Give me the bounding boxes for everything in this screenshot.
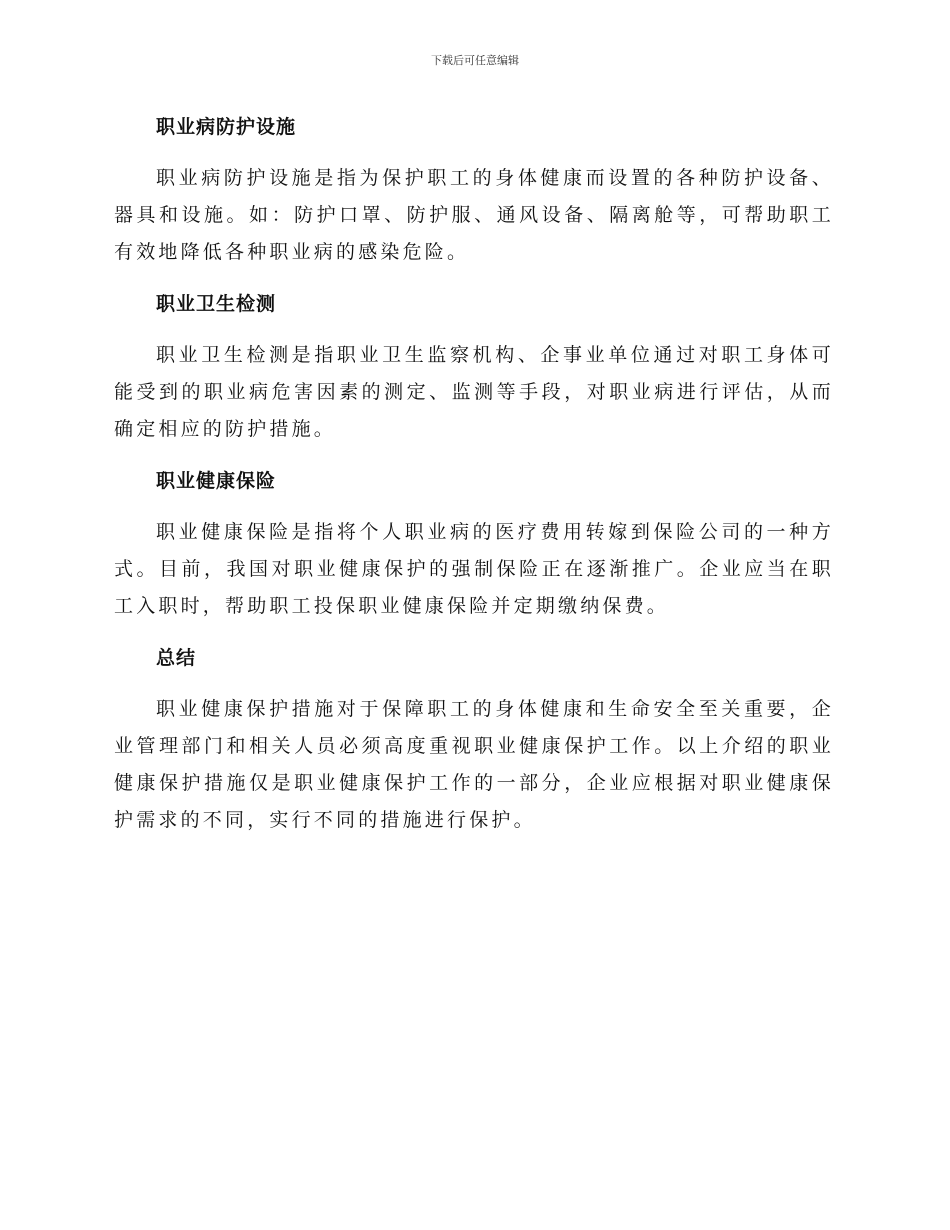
page-header: 下载后可任意编辑 <box>431 54 519 67</box>
section-heading: 总结 <box>156 647 197 669</box>
section-heading: 职业健康保险 <box>156 470 277 492</box>
section-heading: 职业病防护设施 <box>156 116 297 138</box>
section-paragraph: 职业健康保护措施对于保障职工的身体健康和生命安全至关重要，企业管理部门和相关人员必须高度重视职业健康保护工作。以上介绍的职业健康保护措施仅是职业健康保护工作的一部分，企业应根据对职业健康保护需求的不同，实行不同的措施进行保护。 <box>114 698 834 831</box>
section-protective-facilities <box>114 110 834 271</box>
section-heading: 职业卫生检测 <box>156 293 277 315</box>
document-content <box>114 110 834 839</box>
section-summary <box>114 641 834 839</box>
section-health-insurance <box>114 464 834 625</box>
section-paragraph: 职业卫生检测是指职业卫生监察机构、企事业单位通过对职工身体可能受到的职业病危害因素的测定、监测等手段，对职业病进行评估，从而确定相应的防护措施。 <box>114 344 834 440</box>
section-paragraph: 职业健康保险是指将个人职业病的医疗费用转嫁到保险公司的一种方式。目前，我国对职业健康保护的强制保险正在逐渐推广。企业应当在职工入职时，帮助职工投保职业健康保险并定期缴纳保费。 <box>114 521 834 617</box>
section-paragraph: 职业病防护设施是指为保护职工的身体健康而设置的各种防护设备、器具和设施。如：防护口罩、防护服、通风设备、隔离舱等，可帮助职工有效地降低各种职业病的感染危险。 <box>114 167 834 263</box>
section-health-monitoring <box>114 287 834 448</box>
